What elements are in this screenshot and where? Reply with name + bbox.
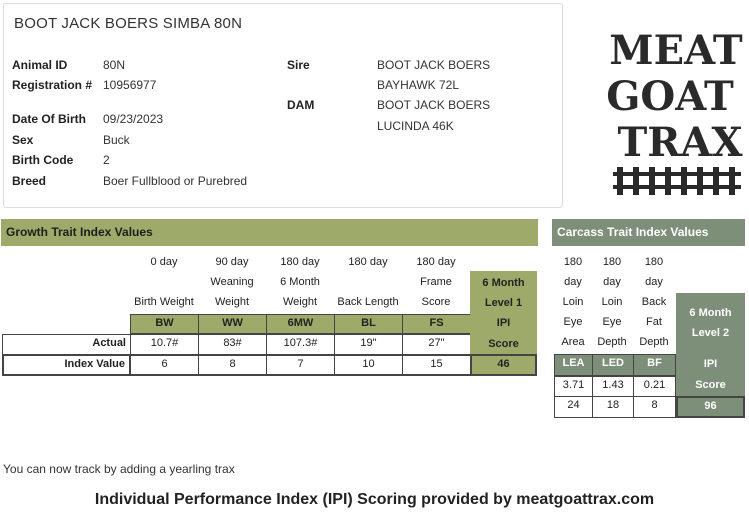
ipi-level1-line3: IPI — [496, 317, 511, 329]
birth-code-label: Birth Code — [12, 153, 74, 167]
carcass-trait-header — [552, 219, 745, 246]
row-actual-label: Actual — [2, 334, 131, 355]
dob-label: Date Of Birth — [12, 112, 87, 126]
sire-label: Sire — [287, 58, 310, 72]
code-bw: BW — [130, 314, 199, 334]
breed-value: Boer Fullblood or Purebred — [103, 174, 248, 188]
sire-line2: BAYHAWK 72L — [377, 78, 460, 92]
index-led: 18 — [592, 396, 634, 418]
ipi-level1-score: 46 — [470, 354, 537, 376]
index-bl: 10 — [334, 354, 403, 376]
ipi-level2-score: 96 — [676, 396, 745, 418]
actual-fs: 27" — [402, 334, 471, 355]
logo-graphic — [605, 14, 747, 204]
code-fs: FS — [402, 314, 471, 334]
animal-id-label: Animal ID — [12, 58, 68, 72]
animal-id-value: 80N — [103, 58, 126, 72]
index-fs: 15 — [402, 354, 471, 376]
logo-word-2: GOAT — [606, 73, 734, 120]
growth-trait-header — [1, 219, 538, 246]
code-bf: BF — [633, 354, 676, 376]
actual-ww: 83# — [198, 334, 267, 355]
registration-label: Registration # — [12, 78, 93, 92]
actual-lea: 3.71 — [554, 376, 593, 397]
yearling-trax-note: You can now track by adding a yearling trax — [3, 462, 235, 476]
dam-line2: LUCINDA 46K — [377, 119, 454, 133]
ipi-credit-line: Individual Performance Index (IPI) Scoring provided by meatgoattrax.com — [94, 491, 655, 508]
ipi-level2-line4: Score — [695, 379, 726, 391]
actual-bw: 10.7# — [130, 334, 199, 355]
growth-header-bw: 0 day Birth Weight — [134, 256, 194, 308]
index-bw: 6 — [130, 354, 199, 376]
sex-value: Buck — [103, 133, 130, 147]
growth-header-bl: 180 day Back Length — [337, 256, 399, 308]
index-ww: 8 — [198, 354, 267, 376]
growth-header-ww: 90 day Weaning Weight — [210, 256, 254, 308]
actual-led: 1.43 — [592, 376, 634, 397]
code-lea: LEA — [554, 354, 593, 376]
ipi-level2-line1: 6 Month — [689, 307, 732, 319]
code-led: LED — [592, 354, 634, 376]
animal-info-card — [3, 3, 563, 208]
registration-value: 10956977 — [103, 78, 157, 92]
ipi-level2-line2: Level 2 — [691, 327, 730, 339]
growth-trait-title: Growth Trait Index Values — [6, 225, 153, 239]
row-index-label: Index Value — [2, 354, 131, 376]
code-ww: WW — [198, 314, 267, 334]
actual-bf: 0.21 — [633, 376, 676, 397]
carcass-header-led: 180 day Loin Eye Depth — [597, 256, 627, 348]
meat-goat-trax-logo — [605, 14, 747, 204]
ipi-level2-line3: IPI — [703, 358, 718, 370]
railroad-track-icon — [613, 167, 741, 195]
code-6mw: 6MW — [266, 314, 335, 334]
carcass-header-bf: 180 day Back Fat Depth — [639, 256, 669, 348]
index-lea: 24 — [554, 396, 593, 418]
ipi-level1-block — [470, 271, 537, 355]
ipi-level1-line4: Score — [488, 338, 519, 350]
animal-name-title: BOOT JACK BOERS SIMBA 80N — [14, 15, 243, 32]
ipi-level2-block — [676, 293, 745, 397]
index-6mw: 7 — [266, 354, 335, 376]
logo-word-3: TRAX — [617, 119, 743, 166]
index-bf: 8 — [633, 396, 676, 418]
breed-label: Breed — [12, 174, 47, 188]
sex-label: Sex — [12, 133, 34, 147]
dam-label: DAM — [287, 98, 315, 112]
growth-header-6mw: 180 day 6 Month Weight — [280, 256, 320, 308]
ipi-level1-line2: Level 1 — [484, 297, 523, 309]
sire-line1: BOOT JACK BOERS — [377, 58, 491, 72]
ipi-level1-line1: 6 Month — [482, 277, 525, 289]
actual-6mw: 107.3# — [266, 334, 335, 355]
carcass-header-lea: 180 day Loin Eye Area — [561, 256, 585, 348]
actual-bl: 19" — [334, 334, 403, 355]
growth-header-fs: 180 day Frame Score — [416, 256, 456, 308]
carcass-trait-title: Carcass Trait Index Values — [557, 225, 709, 239]
dob-value: 09/23/2023 — [103, 112, 164, 126]
code-bl: BL — [334, 314, 403, 334]
dam-line1: BOOT JACK BOERS — [377, 98, 491, 112]
birth-code-value: 2 — [103, 153, 110, 167]
logo-word-1: MEAT — [609, 27, 743, 74]
